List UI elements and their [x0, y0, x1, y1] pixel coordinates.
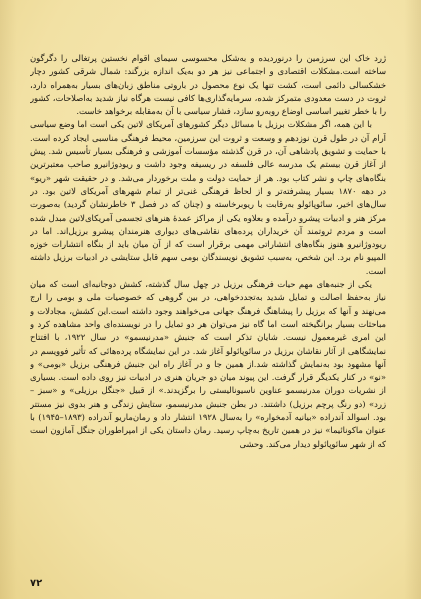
- paragraph: یکی از جنبه‌های مهم حیات فرهنگی برزیل در چهل سال گذشته، کشش دوجانبه‌ای است که میان نیاز به‌حفظ اصالت و تمایل شدید به‌تجددخواهی، در بین گروهی که خصوصیات ملی و بومی را ارج می‌نهند و آنها که برزیل را پیشاهنگ فرهنگ جهانی می‌خواهند وجود داشته است.این کشش، مجادلات و مباحثات بسیار برانگیخته است اما گاه نیز می‌توان هر دو تمایل را در نویسنده‌ای واحد مشاهده کرد و این امری غیرمعمول نیست. شایان تذکر است که جنبش «مدرنیسمو» در سال ۱۹۲۲، با افتتاح نمایشگاهی از آثار نقاشان برزیل در سائوپائولو آغاز شد. در این نمایشگاه پرده‌هائی که تأثیر فوویسم در آنها مشهود بود به‌نمایش گذاشته شد.از همین جا و در آغاز راه این جنبش فرهنگی برزیل «بومی» و «نو» در کنار یکدیگر قرار گرفت. این پیوند میان دو جریان هنری در ادبیات نیز روی داده است. بسیاری از نشریات دوران مدرنیسمو عناوین ناسیونالیستی را برگزیدند.» از قبیل «جنگل برزیلی» و «سبز – زرد» (دو رنگ پرچم برزیل) داشتند. در بطن جنبش مدرنیسمو، ستایش زندگی و هنر بدوی نیز مستتر بود. اسوالد آندراده «بیانیه آدمخواره» را به‌سال ۱۹۲۸ انتشار داد و رمان‌ماریو آندراده (۱۸۹۳–۱۹۴۵) با عنوان ماکونائیما» نیز در همین تاریخ به‌چاپ رسید. رمان داستان یکی از امپراطوران جنگل آمازون است که از شهر سائوپائولو دیدار می‌کند. وحشی: [30, 279, 386, 449]
- paragraph: ژرد خاک این سرزمین را درنوردیده و به‌شکل محسوسی سیمای اقوام نخستین پرتغالی را دگرگون ساخته است.مشکلات اقتصادی و اجتماعی نیز هر دو به‌یک اندازه بزرگند: شمال شرقی کشور دچار خشکسالی دائمی است، کشت تنها یک نوع محصول در باروتی مناطق زبان‌های بسیار به‌همراه دارد، ثروت در دست معدودی متمرکز شده، سرمایه‌گذاری‌ها کافی نیست هرگاه نیاز شدید به‌اصلاحات، کشور را با خطر تغییر اساسی اوضاع روبه‌رو سازد، فشار سیاسی با آن به‌مقابله برخواهد خاست.: [30, 53, 386, 117]
- page-number: ۷۲: [30, 578, 43, 589]
- paragraph: با این همه، اگر مشکلات برزیل با مسائل دیگر کشورهای آمریکای لاتین یکی است اما وضع سیاسی آرام آن در طول قرن نوزدهم و وسعت و ثروت این سرزمین، محیط فرهنگی مناسبی ایجاد کرده است. با حمایت و تشویق پادشاهی آن، در قرن گذشته مؤسسات آموزشی و فرهنگی بسیار تأسیس شد. پیش از آغاز قرن بیستم یک مدرسه عالی فلسفه در ریسیفه وجود داشت و ریودوژانیرو صاحب معتبرترین بنگاه‌های چاپ و نشر کتاب بود. هر از حمایت دولت و ملت برخوردار می‌شد. و در حقیقت شهر «ریو» در دهه ۱۸۷۰ بسیار پیشرفته‌تر و از لحاظ فرهنگی غنی‌تر از تمام شهرهای آمریکای لاتین بود. در سال‌های اخیر، سائوپائولو به‌رقابت با ریوبرخاسته و (چنان که در فصل ۳ خاطرنشان گردید) به‌صورت مرکز هنر و ادبیات پیشرو درآمده و بعلاوه یکی از مراکز عمدهٔ هنرهای تجسمی آمریکای‌لاتین مبدل شده است و مردم ثروتمند آن خریداران پرده‌های نقاشی‌های دیواری هنرمندان پیشرو برزیل‌اند. اما در ریودوژانیرو هنوز بنگاه‌های انتشاراتی مهمی برقرار است که از آن میان باید از بنگاه انتشارات خوزه المپیو نام برد. این شخص، به‌سبب تشویق نویسندگان بومی سهم قابل ستایشی در ادبیات برزیل داشته است.: [30, 119, 386, 276]
- body-text: [30, 52, 386, 572]
